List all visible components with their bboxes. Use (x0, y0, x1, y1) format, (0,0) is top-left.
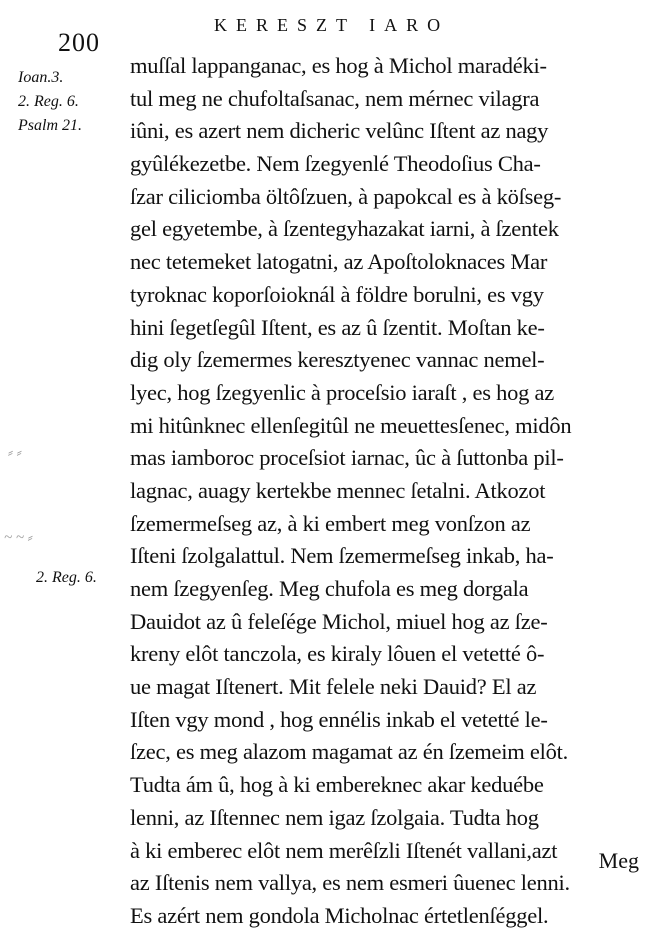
text-line: gyûlékezetbe. Nem ſzegyenlé Theodoſius Cha- (130, 151, 541, 177)
text-line: Dauidot az û feleſége Michol, miuel hog az ſze- (130, 608, 548, 634)
text-line: nec tetemeket latogatni, az Apoſtoloknaces Mar (130, 249, 548, 275)
text-line: ſzar ciliciomba öltôſzuen, à papokcal es à köſseg- (130, 183, 562, 209)
body-text (130, 50, 640, 933)
text-line: Iſteni ſzolgalattul. Nem ſzemermeſseg inkab, ha- (130, 543, 554, 569)
page-number: 200 (58, 28, 100, 57)
text-line: à ki emberec elôt nem merêſzli Iſtenét vallani,azt (130, 837, 558, 863)
text-line: kreny elôt tanczola, es kiraly lôuen el vetetté ô- (130, 641, 545, 667)
text-line: nem ſzegyenſeg. Meg chufola es meg dorgala (130, 576, 529, 601)
text-line: az Iſtenis nem vallya, es nem esmeri ûuenec lenni. (130, 870, 570, 896)
running-head: KERESZT IARO (214, 15, 450, 35)
margin-note-reg-2: 2. Reg. 6. (36, 569, 97, 586)
text-line: Iſten vgy mond , hog ennélis inkab el vetetté le- (130, 706, 548, 732)
text-line: tyroknac koporſoioknál à földre borulni, es vgy (130, 281, 544, 307)
text-line: ue magat Iſtenert. Mit felele neki Dauid? El az (130, 674, 537, 700)
margin-note-psalm: Psalm 21. (18, 117, 82, 134)
text-line: muſſal lappanganac, es hog à Michol maradéki- (130, 53, 547, 78)
text-line: lagnac, auagy kertekbe mennec ſetalni. Atkozot (130, 477, 546, 503)
text-line: gel egyetembe, à ſzentegyhazakat iarni, à ſzentek (130, 216, 559, 242)
text-line: Es azért nem gondola Micholnac értetlenſéggel. (130, 902, 549, 928)
text-line: dig oly ſzemermes keresztyenec vannac nemel- (130, 347, 545, 373)
text-line: ſzemermeſseg az, à ki embert meg vonſzon az (130, 510, 531, 536)
text-line: mas iamboroc proceſsiot iarnac, ûc à ſuttonba pil- (130, 445, 564, 471)
text-line: lenni, az Iſtennec nem igaz ſzolgaia. Tudta hog (130, 804, 539, 830)
text-line: lyec, hog ſzegyenlic à proceſsio iaraſt , es hog az (130, 379, 554, 405)
text-line: ſzec, es meg alazom magamat az én ſzemeim elôt. (130, 739, 569, 765)
margin-note-reg: 2. Reg. 6. (18, 93, 79, 110)
catchword: Meg (598, 848, 639, 873)
text-line: hini ſegetſegûl Iſtent, es az û ſzentit. Moſtan ke- (130, 314, 545, 340)
marginal-scribble: ~ ~ ⸗ (4, 530, 33, 546)
text-line: mi hitûnknec ellenſegitûl ne meuettesſenec, midôn (130, 412, 572, 438)
margin-note-ioan: Ioan.3. (18, 69, 64, 86)
text-line: Tudta ám û, hog à ki embereknec akar keduébe (130, 772, 544, 798)
text-line: iûni, es azert nem dicheric velûnc Iſtent az nagy (130, 118, 549, 144)
marginal-scribble: ⸗ ⸗ (8, 445, 22, 461)
text-line: tul meg ne chufoltaſsanac, nem mérnec vilagra (130, 85, 540, 111)
